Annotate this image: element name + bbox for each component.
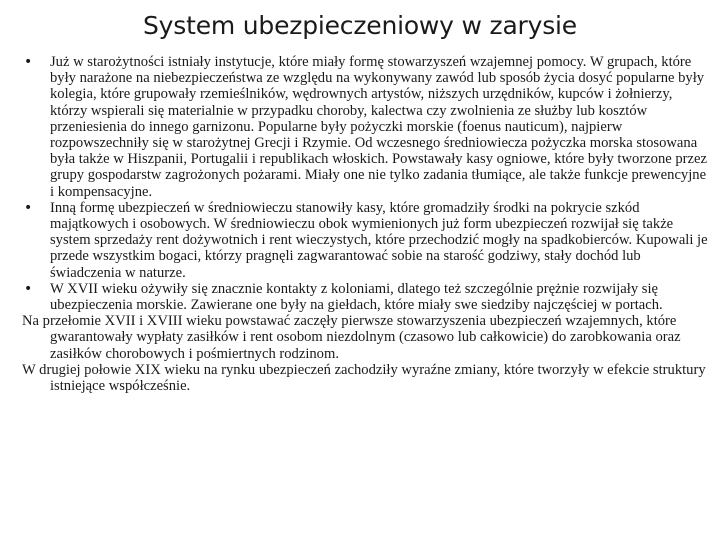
bullet-marker: •	[24, 54, 33, 70]
paragraph-text: Już w starożytności istniały instytucje, które miały formę stowarzyszeń wzajemnej pomocy. W grupach, które były narażone na niebezpieczeństwa ze względu na wykonywany zawód lub sposób życia dosyć popularne były kolegia, które grupowały rzemieślników, wędrownych artystów, niższych urzędników, kupców i żołnierzy, którzy wspierali się materialnie w przypadku choroby, kalectwa czy zwolnienia ze służby lub kosztów przeniesienia do innego garnizonu. Popularne były pożyczki morskie (foenus nauticum), najpierw rozpowszechniły się w starożytnej Grecji i Rzymie. Od wczesnego średniowiecza pożyczka morska stosowana była także w Hiszpanii, Portugalii i republikach włoskich. Powstawały kasy ogniowe, które były tworzone przez grupy gospodarstw zagrożonych pożarami. Miały one nie tylko zadania tłumiące, ale także funkcje prewencyjne i kompensacyjne.	[50, 54, 707, 200]
bullet-marker: •	[24, 199, 33, 216]
bullet-marker: •	[24, 280, 33, 297]
paragraph-text: Na przełomie XVII i XVIII wieku powstawać zaczęły pierwsze stowarzyszenia ubezpieczeń wzajemnych, które gwarantowały wypłaty zasiłków i rent osobom niezdolnym (czasowo lub całkowicie) do zarobkowania oraz zasiłków chorobowych i pośmiertnych rodzinom.	[22, 313, 681, 362]
plain-paragraph	[22, 313, 712, 362]
slide-title: System ubezpieczeniowy w zarysie	[143, 11, 577, 40]
bullet-paragraph	[22, 54, 712, 200]
paragraph-text: W drugiej połowie XIX wieku na rynku ubezpieczeń zachodziły wyraźne zmiany, które tworzyły w efekcie struktury istniejące współcześnie.	[22, 361, 706, 395]
paragraph-text: W XVII wieku ożywiły się znacznie kontakty z koloniami, dlatego też szczególnie prężnie rozwijały się ubezpieczenia morskie. Zawierane one były na giełdach, które miały swe siedziby najczęściej w portach.	[50, 280, 663, 314]
paragraph-text: Inną formę ubezpieczeń w średniowieczu stanowiły kasy, które gromadziły środki na pokrycie szkód majątkowych i osobowych. W średniowieczu obok wymienionych już form ubezpieczeń rozwijał się także system sprzedaży rent dożywotnich i rent wieczystych, które przechodzić mogły na spadkobierców. Kupowali je przede wszystkim bogaci, którzy pragnęli zagwarantować sobie na starość godziwy, stały dochód lub świadczenia w naturze.	[50, 199, 708, 281]
bullet-paragraph	[22, 200, 712, 281]
plain-paragraph	[22, 362, 712, 394]
slide-body	[22, 54, 712, 394]
bullet-paragraph	[22, 281, 712, 313]
